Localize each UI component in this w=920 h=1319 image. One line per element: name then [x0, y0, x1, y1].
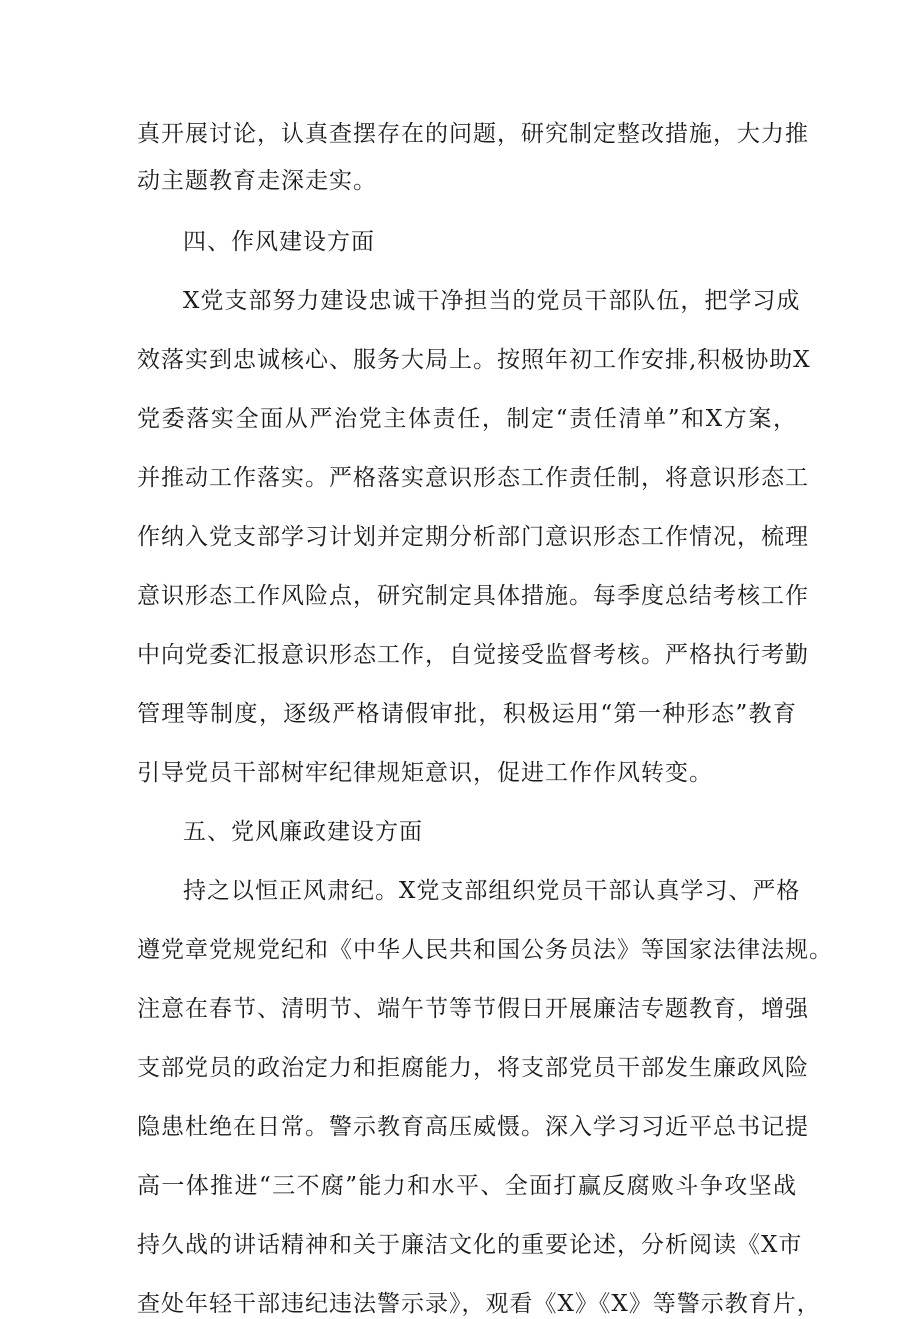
section-heading: 五、党风廉政建设方面	[183, 819, 423, 845]
paragraph-line: 高一体推进“三不腐”能力和水平、全面打赢反腐败斗争攻坚战	[137, 1173, 797, 1199]
paragraph-line: 注意在春节、清明节、端午节等节假日开展廉洁专题教育，增强	[137, 996, 809, 1022]
paragraph-line: 并推动工作落实。严格落实意识形态工作责任制，将意识形态工	[137, 465, 809, 491]
paragraph-line: 作纳入党支部学习计划并定期分析部门意识形态工作情况，梳理	[137, 524, 809, 550]
paragraph-line: 意识形态工作风险点，研究制定具体措施。每季度总结考核工作	[137, 583, 809, 609]
paragraph-line: 持久战的讲话精神和关于廉洁文化的重要论述，分析阅读《X市	[137, 1232, 803, 1258]
paragraph-line: 隐患杜绝在日常。警示教育高压威慑。深入学习习近平总书记提	[137, 1114, 809, 1140]
paragraph-line: 引导党员干部树牢纪律规矩意识，促进工作作风转变。	[137, 760, 713, 786]
paragraph-line: X党支部努力建设忠诚干净担当的党员干部队伍，把学习成	[183, 288, 801, 314]
paragraph-line: 党委落实全面从严治党主体责任，制定“责任清单”和X方案，	[137, 406, 797, 432]
paragraph-line: 动主题教育走深走实。	[137, 168, 377, 194]
paragraph-line: 持之以恒正风肃纪。X党支部组织党员干部认真学习、严格	[183, 878, 801, 904]
paragraph-line: 管理等制度，逐级严格请假审批，积极运用“第一种形态”教育	[137, 701, 797, 727]
paragraph-line: 查处年轻干部违纪违法警示录》，观看《X》《X》等警示教育片，	[137, 1291, 821, 1317]
paragraph-line: 效落实到忠诚核心、服务大局上。按照年初工作安排,积极协助X	[137, 347, 811, 373]
paragraph-line: 中向党委汇报意识形态工作，自觉接受监督考核。严格执行考勤	[137, 642, 809, 668]
paragraph-line: 遵党章党规党纪和《中华人民共和国公务员法》等国家法律法规。	[137, 937, 833, 963]
section-heading: 四、作风建设方面	[183, 229, 375, 255]
paragraph-line: 真开展讨论，认真查摆存在的问题，研究制定整改措施，大力推	[137, 121, 809, 147]
paragraph-line: 支部党员的政治定力和拒腐能力，将支部党员干部发生廉政风险	[137, 1055, 809, 1081]
